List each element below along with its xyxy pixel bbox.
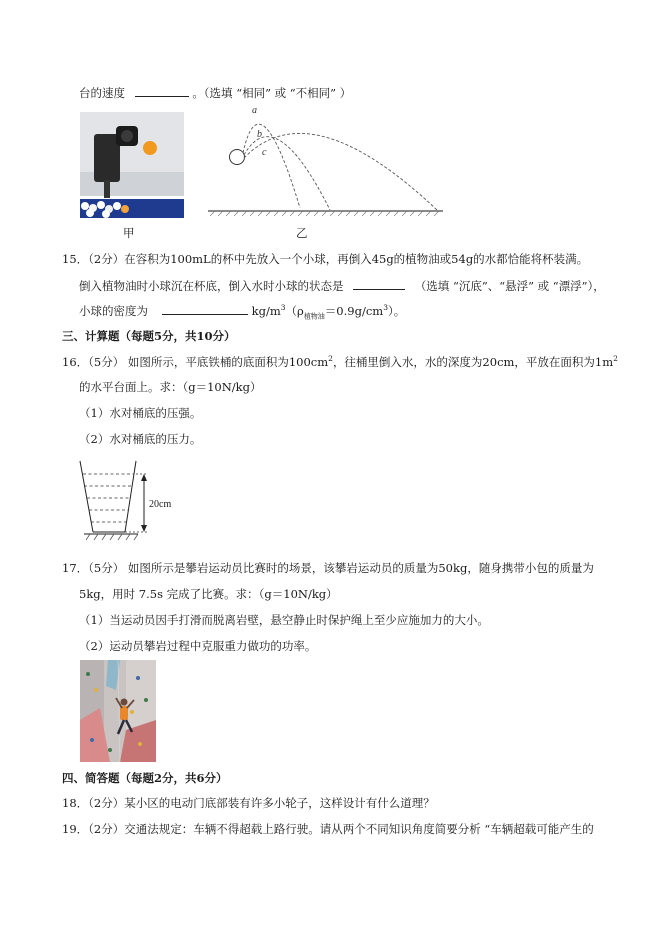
climbing-image xyxy=(80,660,156,762)
q15-line1: 15．（2分）在容积为100mL的杯中先放入一个小球，再倒入45g的植物油或54g的水都恰能将杯装满。 xyxy=(62,252,589,266)
ground-hatching xyxy=(210,211,439,216)
q17-sub1: （1）当运动员因手打滑而脱离岩壁，悬空静止时保护绳上至少应施加力的大小。 xyxy=(79,613,489,627)
ball-circle xyxy=(230,150,245,165)
q17-line2: 5kg，用时 7.5s 完成了比赛。求：（g＝10N/kg） xyxy=(79,587,338,601)
ball-launcher-image xyxy=(80,112,184,218)
q15-unit-exp: 3 xyxy=(280,303,286,313)
q16-exp1: 2 xyxy=(328,354,333,364)
q16-line2: 的水平台面上。求：（g＝10N/kg） xyxy=(79,380,262,394)
q15-line3 xyxy=(79,302,405,319)
q15-unit: kg/m xyxy=(251,304,281,318)
q16-sub2: （2）水对桶底的压力。 xyxy=(79,432,202,446)
path-c xyxy=(244,133,437,210)
trajectory-diagram xyxy=(205,100,450,225)
q14-answer-blank[interactable] xyxy=(135,84,189,97)
q19-line1: 19．（2分）交通法规定：车辆不得超载上路行驶。请从两个不同知识角度简要分析 “车辆超载可能产生的 xyxy=(62,822,594,836)
bucket-diagram xyxy=(76,456,186,552)
climbing-photo xyxy=(80,660,156,762)
q16-exp2: 2 xyxy=(613,354,618,364)
q15-end: ）。 xyxy=(387,304,406,318)
q14-tail-after: 。（选填 “相同” 或 “不相同” ） xyxy=(192,86,352,100)
ball-launcher-photo xyxy=(80,112,184,218)
q16-line1-b: ，往桶里倒入水，水的深度为20cm，平放在面积为1m xyxy=(332,355,614,369)
q15-line2 xyxy=(79,277,605,294)
q18-line1: 18．（2分）某小区的电动门底部装有许多小轮子，这样设计有什么道理？ xyxy=(62,796,435,810)
path-b xyxy=(244,137,330,210)
q14-tail-before: 台的速度 xyxy=(79,86,125,100)
q16-line1 xyxy=(62,354,618,370)
figure-label-jia: 甲 xyxy=(123,226,135,240)
q15-rho-exp: 3 xyxy=(383,303,388,313)
q15-paren-open: （ρ xyxy=(285,304,304,318)
q17-line1: 17．（5分） 如图所示是攀岩运动员比赛时的场景，该攀岩运动员的质量为50kg，随身携带小包的质量为 xyxy=(62,561,594,575)
q14-tail-line xyxy=(79,84,351,101)
q15-line3-before: 小球的密度为 xyxy=(79,304,148,318)
bucket-depth-label: 20cm xyxy=(149,499,172,510)
q15-state-blank[interactable] xyxy=(353,277,405,290)
q15-line2-before: 倒入植物油时小球沉在杯底，倒入水时小球的状态是 xyxy=(79,279,344,293)
section4-title: 四、简答题（每题2分，共6分） xyxy=(62,771,228,785)
section3-title: 三、计算题（每题5分，共10分） xyxy=(62,329,236,343)
path-label-c: c xyxy=(262,147,267,158)
path-label-b: b xyxy=(257,129,262,140)
q16-line1-a: 16．（5分） 如图所示，平底铁桶的底面积为100cm xyxy=(62,355,329,369)
q15-density-blank[interactable] xyxy=(162,302,248,315)
path-label-a: a xyxy=(252,105,257,116)
q15-rho-sub: 植物油 xyxy=(303,312,325,321)
q15-rho-val: ＝0.9g/cm xyxy=(324,304,384,318)
q16-sub1: （1）水对桶底的压强。 xyxy=(79,406,202,420)
figure-label-yi: 乙 xyxy=(296,226,308,240)
q15-line2-after: （选填 “沉底”、“悬浮” 或 “漂浮”）， xyxy=(414,279,605,293)
q17-sub2: （2）运动员攀岩过程中克服重力做功的功率。 xyxy=(79,639,317,653)
